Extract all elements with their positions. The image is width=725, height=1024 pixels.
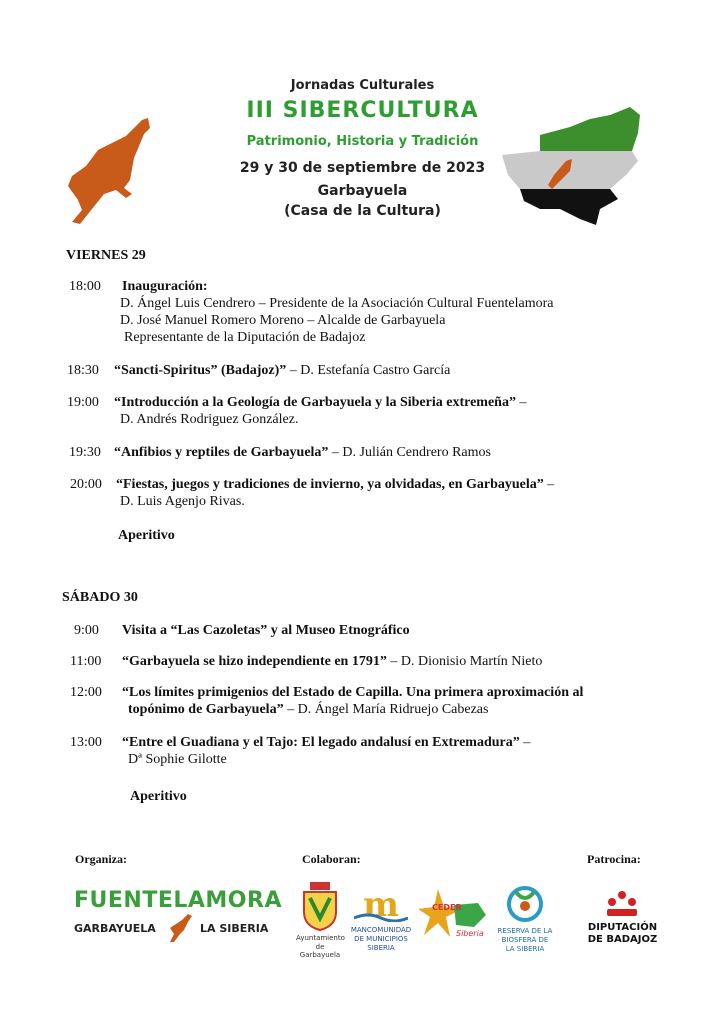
ceder-logo: [418, 885, 490, 945]
speaker-line: D. José Manuel Romero Moreno – Alcalde de Garbayuela: [120, 313, 446, 328]
talk-item-cont: topónimo de Garbayuela” – D. Ángel María Ridruejo Cabezas: [128, 702, 489, 717]
diputacion-line2: DE BADAJOZ: [587, 934, 658, 945]
wave-icon: [354, 912, 408, 922]
m-letter-icon: m: [363, 885, 399, 925]
time-1300: 13:00: [70, 735, 102, 750]
item-inauguracion: Inauguración:: [122, 279, 208, 294]
time-1930: 19:30: [69, 445, 101, 460]
time-2000: 20:00: [70, 477, 102, 492]
talk-item: “Sancti-Spiritus” (Badajoz)” – D. Estefanía Castro García: [114, 363, 451, 378]
speaker-line: D. Luis Agenjo Rivas.: [120, 494, 245, 509]
fuentelamora-logo: [74, 888, 282, 948]
reserva-line1: RESERVA DE LA: [497, 927, 553, 935]
ceder-text: CEDER: [432, 903, 462, 912]
speaker-line: D. Ángel Luis Cendrero – Presidente de la Asociación Cultural Fuentelamora: [120, 296, 554, 311]
speaker-line: D. Andrés Rodriguez González.: [120, 412, 299, 427]
speaker-line: Dª Sophie Gilotte: [128, 752, 227, 767]
event-place: Garbayuela: [317, 183, 408, 199]
time-1200: 12:00: [70, 685, 102, 700]
talk-item: “Anfibios y reptiles de Garbayuela” – D. Julián Cendrero Ramos: [114, 445, 491, 460]
time-1830: 18:30: [67, 363, 99, 378]
deer-small-icon: [166, 912, 194, 944]
time-1100: 11:00: [70, 654, 102, 669]
siberia-text: LA SIBERIA: [200, 922, 269, 935]
garbayuela-text: GARBAYUELA: [74, 922, 156, 935]
patrocina-label: Patrocina:: [587, 852, 641, 866]
fuentelamora-text: FUENTELAMORA: [74, 888, 282, 913]
aperitivo-friday: Aperitivo: [118, 528, 175, 543]
reserva-line3: LA SIBERIA: [505, 945, 545, 953]
aperitivo-saturday: Aperitivo: [130, 789, 187, 804]
header-line1: Jornadas Culturales: [290, 78, 435, 93]
ayto-line2: de Garbayuela: [299, 943, 341, 959]
time-1800: 18:00: [69, 279, 101, 294]
manc-line3: SIBERIA: [367, 944, 395, 952]
diputacion-line1: DIPUTACIÓN: [587, 922, 658, 933]
diputacion-icon: [603, 890, 641, 918]
friday-heading: VIERNES 29: [66, 248, 146, 263]
manc-line2: DE MUNICIPIOS: [354, 935, 408, 943]
ayuntamiento-logo: [296, 880, 345, 959]
talk-item: “Entre el Guadiana y el Tajo: El legado andalusí en Extremadura” –: [122, 735, 531, 750]
organiza-label: Organiza:: [75, 852, 127, 866]
talk-item: “Los límites primigenios del Estado de Capilla. Una primera aproximación al: [122, 685, 584, 700]
mancomunidad-logo: [350, 885, 412, 952]
talk-item: Visita a “Las Cazoletas” y al Museo Etnográfico: [122, 623, 410, 638]
talk-item: “Fiestas, juegos y tradiciones de invierno, ya olvidadas, en Garbayuela” –: [116, 477, 555, 492]
shield-icon: [296, 880, 344, 932]
speaker-line: Representante de la Diputación de Badajoz: [124, 330, 366, 345]
ayto-line1: Ayuntamiento: [296, 934, 345, 942]
talk-item: “Introducción a la Geología de Garbayuela y la Siberia extremeña” –: [114, 395, 527, 410]
reserva-line2: BIOSFERA DE: [501, 936, 549, 944]
time-0900: 9:00: [74, 623, 99, 638]
biosphere-icon: [496, 882, 554, 926]
colaboran-label: Colaboran:: [302, 852, 361, 866]
event-dates: 29 y 30 de septiembre de 2023: [239, 160, 486, 176]
event-title: III SIBERCULTURA: [246, 98, 479, 123]
manc-line1: MANCOMUNIDAD: [350, 926, 412, 934]
event-subtitle: Patrimonio, Historia y Tradición: [246, 134, 479, 149]
saturday-heading: SÁBADO 30: [62, 590, 138, 605]
time-1900: 19:00: [67, 395, 99, 410]
talk-item: “Garbayuela se hizo independiente en 1791” – D. Dionisio Martín Nieto: [122, 654, 543, 669]
ceder-siberia-text: Siberia: [456, 929, 484, 938]
diputacion-logo: [585, 890, 660, 950]
event-venue: (Casa de la Cultura): [284, 203, 441, 219]
reserva-biosfera-logo: [496, 882, 554, 956]
